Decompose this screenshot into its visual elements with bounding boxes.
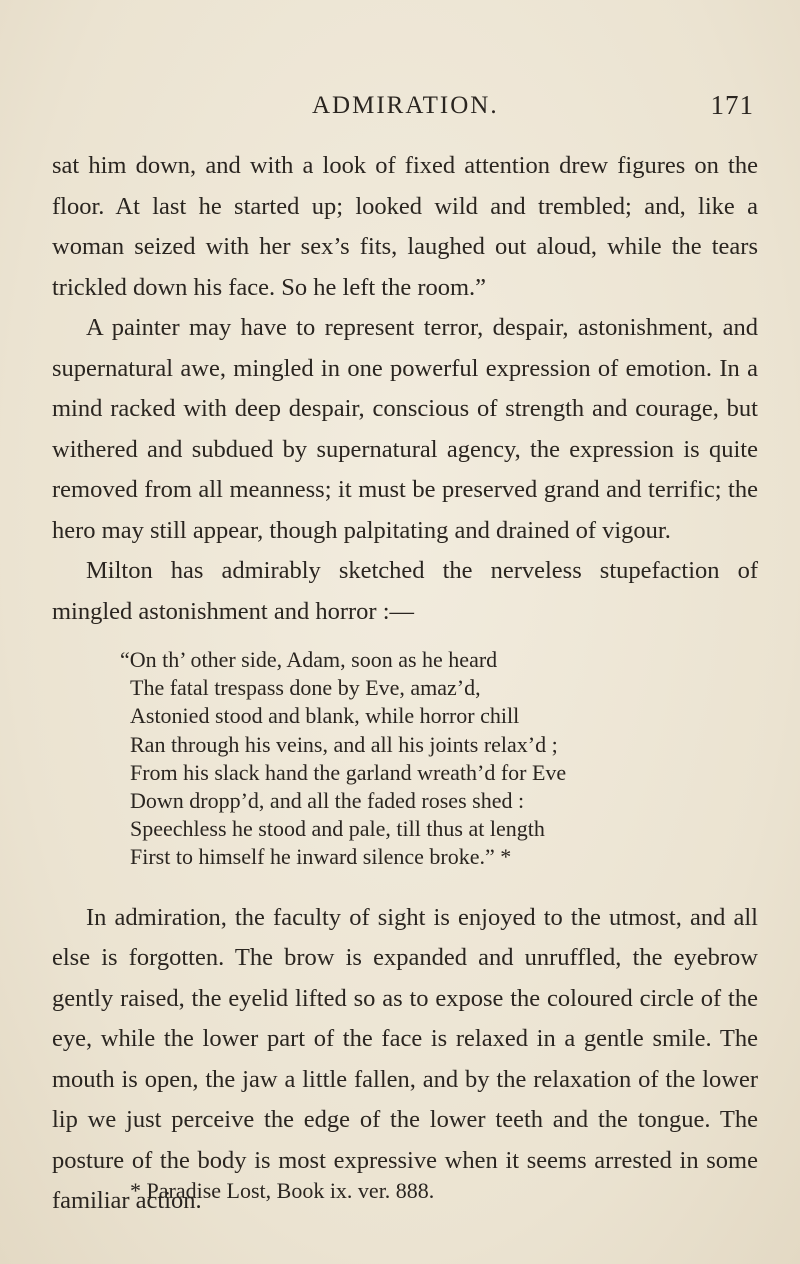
paragraph-continuation: sat him down, and with a look of fixed attention drew figures on the floor. At last he started up; looked wild and trembled; and, like a woman seized with her sex’s fits, laughed out aloud, while the tears trickled down his face. So he left the room.” xyxy=(52,152,758,301)
paragraph-admiration: In admiration, the faculty of sight is enjoyed to the utmost, and all else is forgotten. The brow is expanded and unruffled, the eyebrow gently raised, the eyelid lifted so as to expose the coloured circle of the eye, while the lower part of the face is relaxed in a gentle smile. The mouth is open, the jaw a little fallen, and by the relaxation of the lower lip we just perceive the edge of the lower teeth and the tongue. The posture of the body is most expressive when it seems arrested in some familiar action. xyxy=(52,903,758,1215)
running-head: ADMIRATION. xyxy=(312,92,499,119)
page-number: 171 xyxy=(710,90,754,120)
paragraph-milton: Milton has admirably sketched the nerveless stupefaction of mingled astonishment and horror :— xyxy=(52,557,758,625)
footnote: * Paradise Lost, Book ix. ver. 888. xyxy=(130,1178,435,1203)
verse-line: Astonied stood and blank, while horror chill xyxy=(130,703,520,729)
verse-line: The fatal trespass done by Eve, amaz’d, xyxy=(130,675,481,701)
body-text xyxy=(52,146,758,1222)
page-header xyxy=(258,92,760,132)
verse-line: From his slack hand the garland wreath’d for Eve xyxy=(130,759,567,785)
verse-line: Speechless he stood and pale, till thus at length xyxy=(130,816,545,842)
paragraph-painter: A painter may have to represent terror, despair, astonishment, and supernatural awe, mingled in one powerful expression of emotion. In a mind racked with deep despair, conscious of strength and courage, but withered and subdued by supernatural agency, the expression is quite removed from all meanness; it must be preserved grand and terrific; the hero may still appear, though palpitating and drained of vigour. xyxy=(52,314,758,544)
verse-quotation xyxy=(120,646,758,872)
verse-line: First to himself he inward silence broke.” * xyxy=(130,844,512,870)
verse-line: Down dropp’d, and all the faded roses shed : xyxy=(130,788,525,814)
verse-line: Ran through his veins, and all his joints relax’d ; xyxy=(130,731,558,757)
verse-line: “On th’ other side, Adam, soon as he heard xyxy=(120,647,498,672)
